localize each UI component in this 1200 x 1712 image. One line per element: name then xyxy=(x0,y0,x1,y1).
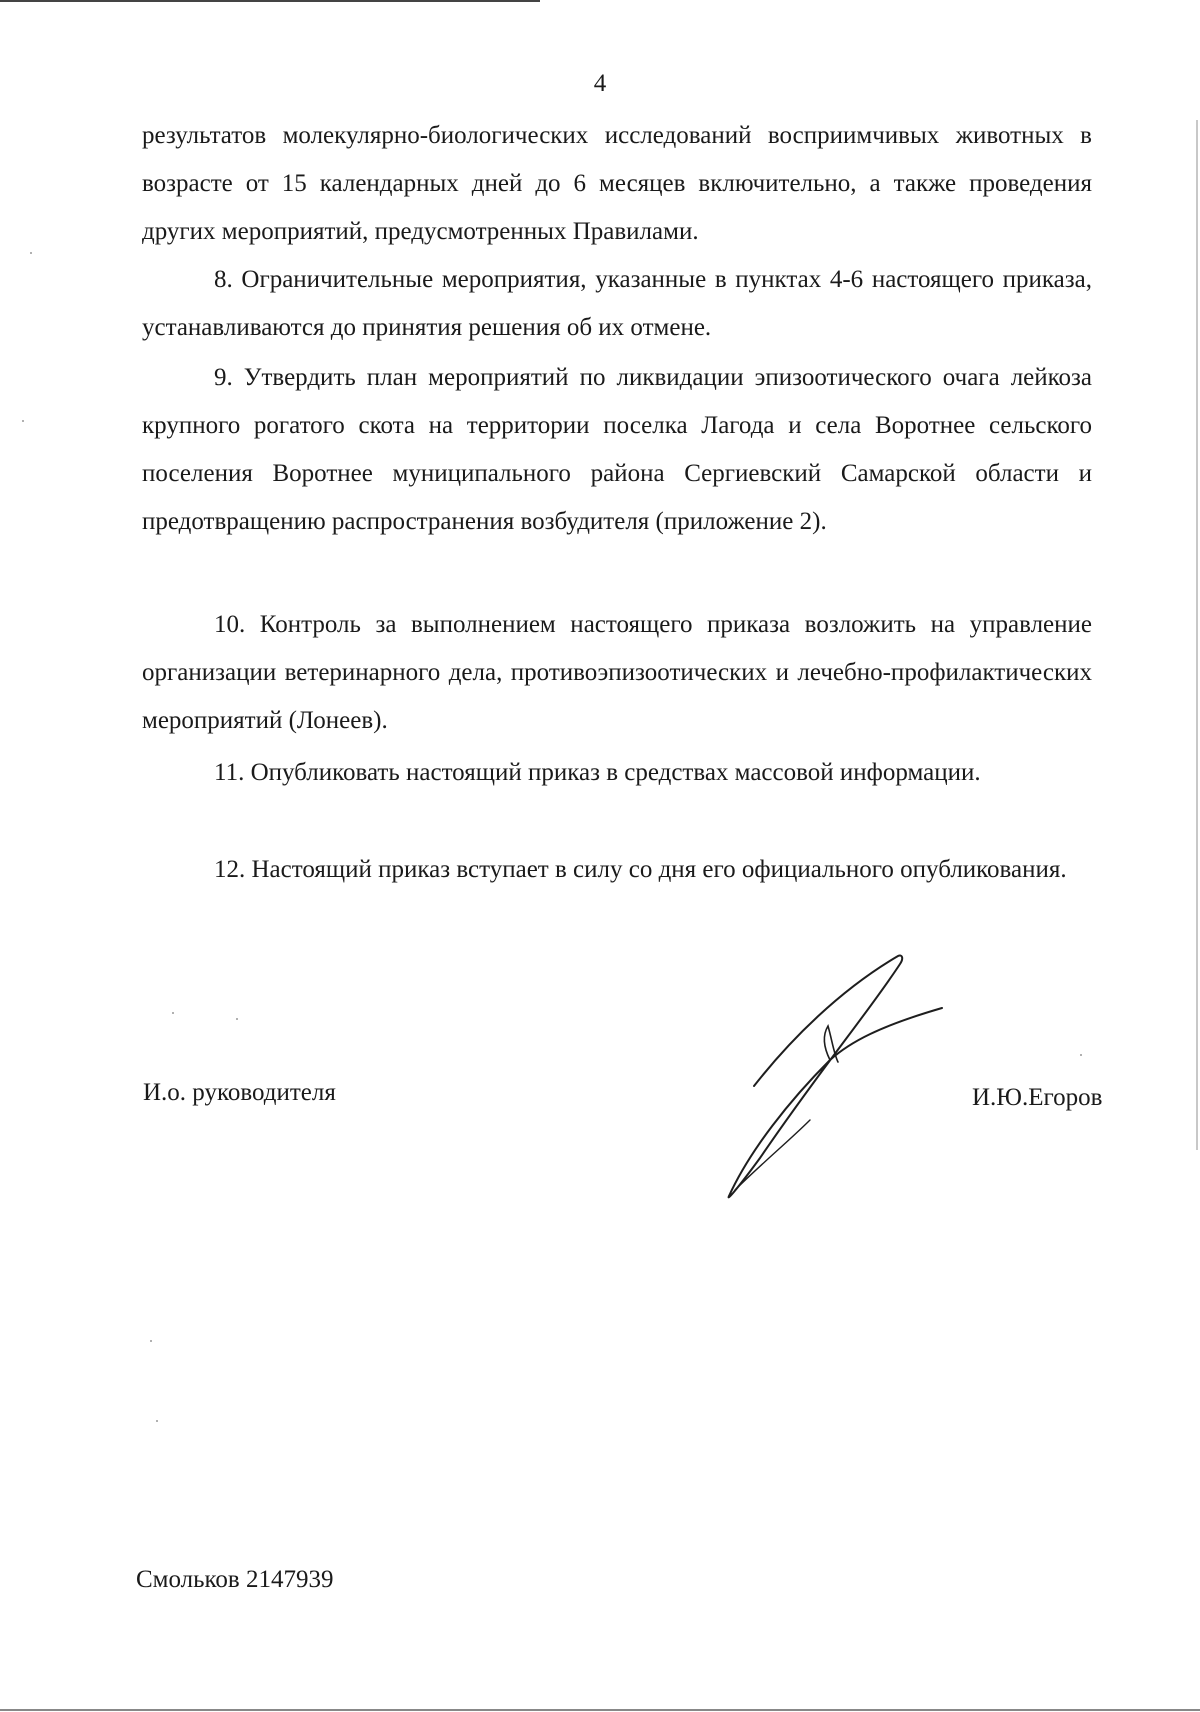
signatory-name: И.Ю.Егоров xyxy=(972,1084,1103,1111)
paragraph-item-8: 8. Ограничительные мероприятия, указанные в пунктах 4-6 настоящего приказа, устанавливаются до принятия решения об их отмене. xyxy=(142,266,1092,341)
scan-speck xyxy=(30,252,32,254)
body-text xyxy=(142,749,1092,797)
scan-speck xyxy=(236,1018,238,1020)
scan-speck xyxy=(172,1012,174,1014)
paragraph-item-12: 12. Настоящий приказ вступает в силу со дня его официального опубликования. xyxy=(214,856,1067,883)
scan-speck xyxy=(1080,1054,1082,1056)
scan-speck xyxy=(150,1340,152,1342)
signatory-position: И.о. руководителя xyxy=(143,1079,336,1106)
body-text xyxy=(142,112,1092,256)
scan-speck xyxy=(22,420,24,422)
executor-line: Смольков 2147939 xyxy=(136,1566,334,1593)
paragraph-continuation: результатов молекулярно-биологических исследований восприимчивых животных в возрасте от 15 календарных дней до 6 месяцев включительно, а также проведения других мероприятий, предусмотренных Правилами. xyxy=(142,122,1092,245)
paragraph-item-10: 10. Контроль за выполнением настоящего приказа возложить на управление организации ветеринарного дела, противоэпизоотических и лечебно-профилактических мероприятий (Лонеев). xyxy=(142,611,1092,734)
page-number: 4 xyxy=(593,70,607,97)
scan-edge-right xyxy=(1196,120,1198,1150)
body-text xyxy=(142,354,1092,546)
body-text xyxy=(142,846,1092,894)
scan-edge-top xyxy=(0,0,540,2)
scan-speck xyxy=(156,1420,158,1422)
body-text xyxy=(142,256,1092,352)
paragraph-item-9: 9. Утвердить план мероприятий по ликвидации эпизоотического очага лейкоза крупного рогатого скота на территории поселка Лагода и села Воротнее сельского поселения Воротнее муниципального района Сергиевский Самарской области и предотвращению распространения возбудителя (приложение 2). xyxy=(142,364,1092,535)
handwritten-signature-image xyxy=(720,950,960,1210)
body-text xyxy=(142,601,1092,745)
scan-edge-bottom xyxy=(0,1709,1200,1711)
paragraph-item-11: 11. Опубликовать настоящий приказ в средствах массовой информации. xyxy=(214,759,981,786)
